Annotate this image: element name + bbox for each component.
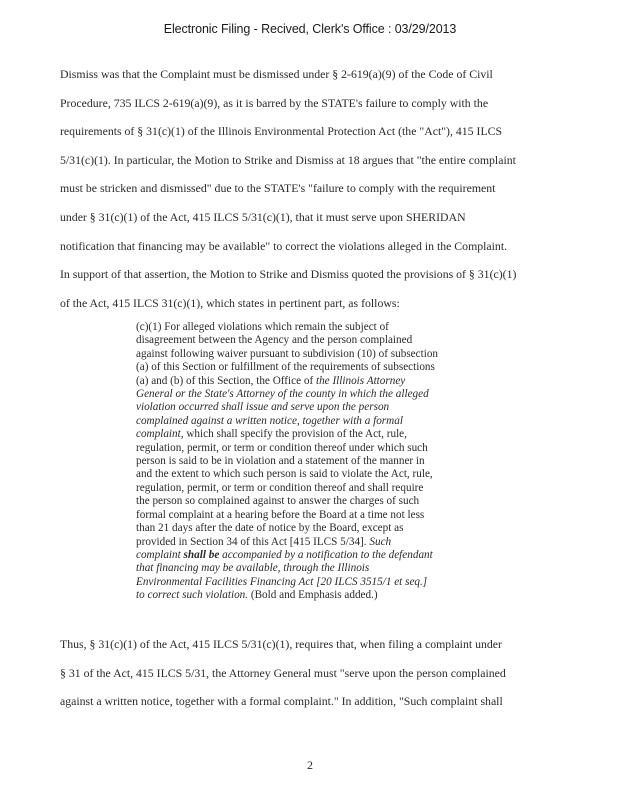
quote-italic-text: complaint,	[136, 428, 184, 441]
filing-stamp-header: Electronic Filing - Recived, Clerk's Office : 03/29/2013	[163, 22, 457, 36]
text-line: § 31 of the Act, 415 ILCS 5/31, the Attorney General must "serve upon the person complained	[60, 665, 506, 680]
text-line: Procedure, 735 ILCS 2-619(a)(9), as it is barred by the STATE's failure to comply with the	[60, 95, 489, 110]
quote-bold-text: shall be	[183, 548, 220, 561]
statute-block-quote	[136, 321, 476, 603]
text-line: requirements of § 31(c)(1) of the Illinois Environmental Protection Act (the "Act"), 415 ILCS	[60, 124, 503, 139]
quote-line: against following waiver pursuant to subdivision (10) of subsection	[136, 347, 439, 360]
quote-line	[136, 401, 476, 414]
text-line: Dismiss was that the Complaint must be dismissed under § 2-619(a)(9) of the Code of Civil	[60, 67, 493, 81]
quote-italic-text: complaint	[136, 548, 184, 561]
quote-line	[136, 576, 476, 589]
quote-italic-text: Environmental Facilities Financing Act [20 ILCS 3515/1 et seq.]	[136, 575, 428, 588]
text-line: In support of that assertion, the Motion to Strike and Dismiss quoted the provisions of § 31(c)(1)	[60, 267, 517, 282]
quote-italic-text: that financing may be available, through the Illinois	[136, 562, 370, 575]
quote-line	[136, 375, 476, 388]
quote-line	[136, 428, 476, 441]
quote-line	[136, 388, 476, 401]
page-number: 2	[307, 758, 313, 772]
quote-italic-text: to correct such violation.	[136, 589, 249, 602]
quote-line: regulation, permit, or term or condition thereof and shall require	[136, 481, 424, 494]
quote-line	[136, 415, 476, 428]
text-line: against a written notice, together with a formal complaint." In addition, "Such complaint shall	[60, 694, 503, 709]
quote-line	[136, 549, 476, 562]
text-line: notification that financing may be available" to correct the violations alleged in the Complaint.	[60, 238, 508, 253]
quote-line: formal complaint at a hearing before the Board at a time not less	[136, 508, 425, 521]
paragraph-1	[60, 60, 580, 317]
quote-line: (c)(1) For alleged violations which remain the subject of	[136, 321, 389, 333]
quote-italic-text: the Illinois Attorney	[315, 374, 406, 387]
quote-text: (Bold and Emphasis added.)	[248, 589, 378, 602]
quote-line: regulation, permit, or term or condition thereof under which such	[136, 441, 428, 454]
quote-line: disagreement between the Agency and the person complained	[136, 334, 413, 347]
text-line: must be stricken and dismissed" due to the STATE's "failure to comply with the requirement	[60, 181, 496, 196]
quote-italic-text: complained against a written notice, together with a formal	[136, 414, 403, 427]
quote-text: which shall specify the provision of the Act, rule,	[183, 428, 407, 441]
quote-line: the person so complained against to answer the charges of such	[136, 495, 420, 508]
text-line: under § 31(c)(1) of the Act, 415 ILCS 5/31(c)(1), that it must serve upon SHERIDAN	[60, 209, 466, 224]
text-line: of the Act, 415 ILCS 31(c)(1), which states in pertinent part, as follows:	[60, 295, 400, 310]
quote-line	[136, 536, 476, 549]
quote-italic-text: Such	[369, 535, 392, 548]
quote-line: (a) of this Section or fulfillment of the requirements of subsections	[136, 361, 435, 374]
quote-line: and the extent to which such person is said to violate the Act, rule,	[136, 468, 433, 481]
text-line: 5/31(c)(1). In particular, the Motion to Strike and Dismiss at 18 argues that "the entire complaint	[60, 152, 516, 167]
quote-line: than 21 days after the date of notice by the Board, except as	[136, 522, 404, 535]
quote-line	[136, 562, 476, 575]
quote-text: provided in Section 34 of this Act [415 ILCS 5/34].	[136, 535, 370, 548]
paragraph-2	[60, 630, 580, 716]
quote-italic-text: accompanied by a notification to the defendant	[219, 548, 433, 561]
quote-text: (a) and (b) of this Section, the Office of	[136, 374, 316, 387]
quote-italic-text: violation occurred shall issue and serve upon the person	[136, 401, 390, 414]
quote-italic-text: General or the State's Attorney of the county in which the alleged	[136, 388, 429, 401]
quote-line	[136, 589, 476, 602]
quote-line: person is said to be in violation and a statement of the manner in	[136, 455, 425, 468]
text-line: Thus, § 31(c)(1) of the Act, 415 ILCS 5/31(c)(1), requires that, when filing a complaint under	[60, 637, 502, 651]
